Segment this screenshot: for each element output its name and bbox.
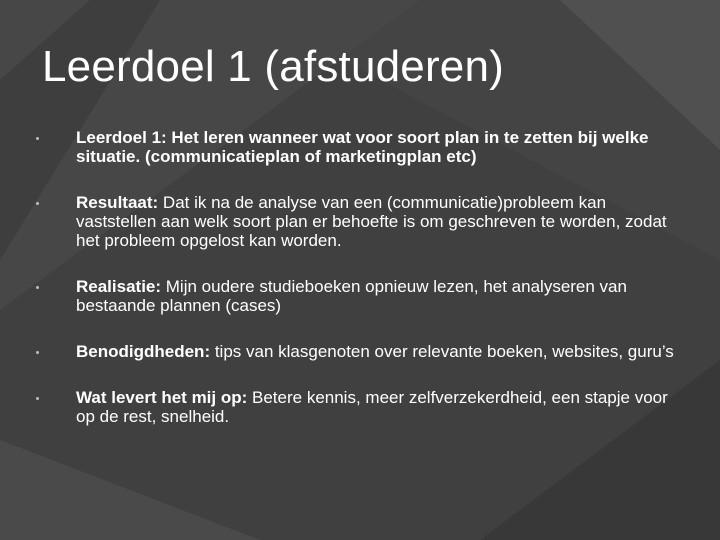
bullet-icon bbox=[36, 397, 39, 400]
item-label: Wat levert het mij op: bbox=[76, 388, 248, 407]
item-label: Leerdoel 1: Het leren wanneer wat voor soort plan in te zetten bij welke situatie. (communicatieplan of marketingplan etc) bbox=[76, 128, 649, 166]
item-text: Betere kennis, meer zelfverzekerdheid, een stapje voor op de rest, snelheid. bbox=[76, 388, 668, 426]
item-label: Benodigdheden: bbox=[76, 342, 211, 361]
bullet-icon bbox=[36, 351, 39, 354]
list-item-benodigdheden bbox=[36, 342, 676, 361]
item-text: tips van klasgenoten over relevante boeken, websites, guru’s bbox=[210, 342, 674, 361]
slide-title: Leerdoel 1 (afstuderen) bbox=[42, 42, 505, 91]
bullet-icon bbox=[36, 286, 39, 289]
list-item-realisatie bbox=[36, 277, 676, 315]
bullet-icon bbox=[36, 202, 39, 205]
bullet-icon bbox=[36, 137, 39, 140]
list-item-wat-levert-het-op bbox=[36, 388, 676, 426]
bullet-list bbox=[36, 128, 676, 426]
item-label: Resultaat: bbox=[76, 193, 159, 212]
list-item-leerdoel bbox=[36, 128, 676, 166]
item-text: Dat ik na de analyse van een (communicatie)probleem kan vaststellen aan welk soort plan er behoefte is om geschreven te worden, zodat het probleem opgelost kan worden. bbox=[76, 193, 667, 250]
item-label: Realisatie: bbox=[76, 277, 162, 296]
list-item-resultaat bbox=[36, 193, 676, 250]
item-text: Mijn oudere studieboeken opnieuw lezen, het analyseren van bestaande plannen (cases) bbox=[76, 277, 627, 315]
